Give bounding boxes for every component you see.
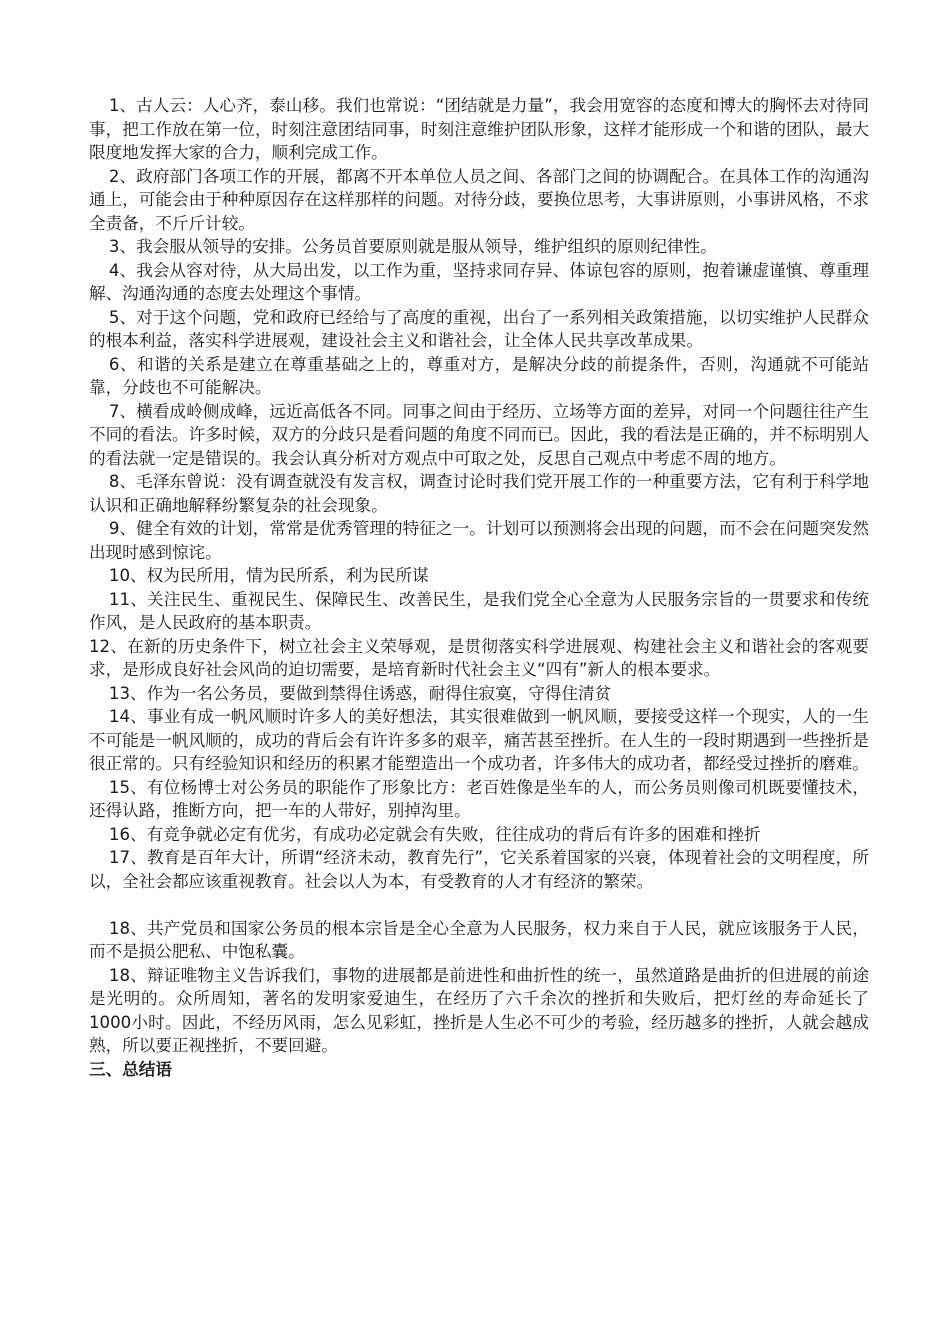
paragraph-18: 18、共产党员和国家公务员的根本宗旨是全心全意为人民服务，权力来自于人民，就应该服务于人民，而不是损公肥私、中饱私囊。	[89, 918, 869, 961]
paragraph-8: 8、毛泽东曾说：没有调查就没有发言权，调查讨论时我们党开展工作的一种重要方法，它有利于科学地认识和正确地解释纷繁复杂的社会现象。	[89, 472, 869, 515]
section-heading: 三、总结语	[89, 1059, 172, 1079]
paragraph-13: 13、作为一名公务员，要做到禁得住诱惑，耐得住寂寞，守得住清贫	[108, 683, 612, 703]
paragraph-14: 14、事业有成一帆风顺时许多人的美好想法，其实很难做到一帆风顺，要接受这样一个现实，人的一生不可能是一帆风顺的，成功的背后会有许许多多的艰辛，痛苦甚至挫折。在人生的一段时期遇到一些挫折是很正常的。只有经验知识和经历的积累才能塑造出一个成功者，许多伟大的成功者，都经受过挫折的磨难。	[89, 707, 869, 773]
paragraph-2: 2、政府部门各项工作的开展，都离不开本单位人员之间、各部门之间的协调配合。在具体工作的沟通沟通上，可能会由于种种原因存在这样那样的问题。对待分歧，要换位思考，大事讲原则，小事讲风格，不求全责备，不斤斤计较。	[89, 166, 869, 233]
paragraph-11: 11、关注民生、重视民生、保障民生、改善民生，是我们党全心全意为人民服务宗旨的一贯要求和传统作风，是人民政府的基本职责。	[89, 589, 869, 632]
document-body	[89, 94, 869, 1081]
blank-line	[89, 893, 869, 917]
paragraph-9: 9、健全有效的计划，常常是优秀管理的特征之一。计划可以预测将会出现的问题，而不会在问题突发然出现时感到惊诧。	[89, 519, 869, 562]
paragraph-3: 3、我会服从领导的安排。公务员首要原则就是服从领导，维护组织的原则纪律性。	[108, 237, 717, 256]
paragraph-19: 18、辩证唯物主义告诉我们，事物的进展都是前进性和曲折性的统一，虽然道路是曲折的但进展的前途是光明的。众所周知，著名的发明家爱迪生，在经历了六千余次的挫折和失败后，把灯丝的寿命延长了1000小时。因此，不经历风雨，怎么见彩虹，挫折是人生必不可少的考验，经历越多的挫折，人就会越成熟，所以要正视挫折，不要回避。	[89, 965, 869, 1055]
paragraph-7: 7、横看成岭侧成峰，远近高低各不同。同事之间由于经历、立场等方面的差异，对同一个问题往往产生不同的看法。许多时候，双方的分歧只是看问题的角度不同而已。因此，我的看法是正确的，并不标明别人的看法就一定是错误的。我会认真分析对方观点中可取之处，反思自己观点中考虑不周的地方。	[89, 401, 869, 468]
paragraph-6: 6、和谐的关系是建立在尊重基础之上的，尊重对方，是解决分歧的前提条件，否则，沟通就不可能站靠，分歧也不可能解决。	[89, 354, 869, 397]
paragraph-1: 1、古人云：人心齐，泰山移。我们也常说：“团结就是力量”，我会用宽容的态度和博大的胸怀去对待同事，把工作放在第一位，时刻注意团结同事，时刻注意维护团队形象，这样才能形成一个和谐的团队，最大限度地发挥大家的合力，顺利完成工作。	[89, 96, 869, 162]
paragraph-4: 4、我会从容对待，从大局出发，以工作为重，坚持求同存异、体谅包容的原则，抱着谦虚谨慎、尊重理解、沟通沟通的态度去处理这个事情。	[89, 260, 869, 303]
paragraph-15: 15、有位杨博士对公务员的职能作了形象比方：老百姓像是坐车的人，而公务员则像司机既要懂技术，还得认路，推断方向，把一车的人带好，别掉沟里。	[89, 777, 869, 820]
paragraph-17: 17、教育是百年大计，所谓“经济未动，教育先行”，它关系着国家的兴衰，体现着社会的文明程度，所以，全社会都应该重视教育。社会以人为本，有受教育的人才有经济的繁荣。	[89, 848, 869, 891]
paragraph-10: 10、权为民所用，情为民所系，利为民所谋	[108, 566, 429, 585]
paragraph-16: 16、有竞争就必定有优劣，有成功必定就会有失败，往往成功的背后有许多的困难和挫折	[108, 824, 761, 844]
paragraph-5: 5、对于这个问题，党和政府已经给与了高度的重视，出台了一系列相关政策措施，以切实维护人民群众的根本利益，落实科学进展观，建设社会主义和谐社会，让全体人民共享改革成果。	[89, 307, 869, 350]
paragraph-12: 12、在新的历史条件下，树立社会主义荣辱观，是贯彻落实科学进展观、构建社会主义和谐社会的客观要求，是形成良好社会风尚的迫切需要，是培育新时代社会主义“四有”新人的根本要求。	[89, 636, 869, 679]
